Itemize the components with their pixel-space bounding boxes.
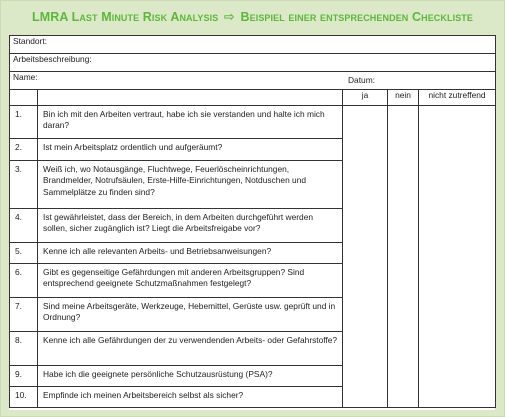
question-number: 1.	[10, 106, 38, 139]
column-header-row	[10, 90, 496, 106]
question-number: 2.	[10, 139, 38, 161]
question-text: Gibt es gegenseitige Gefährdungen mit anderen Arbeitsgruppen? Sind entsprechend geeignete Schutzmaßnahmen festgelegt?	[38, 264, 343, 298]
question-text: Weiß ich, wo Notausgänge, Fluchtwege, Feuerlöscheinrichtungen, Brandmelder, Notrufsäulen, Erste-Hilfe-Einrichtungen, Notduschen und Sammelplätze zu finden sind?	[38, 161, 343, 209]
arbeitsbeschreibung-label: Arbeitsbeschreibung:	[13, 54, 92, 64]
question-number: 9.	[10, 366, 38, 387]
answer-ja-column[interactable]	[343, 106, 388, 408]
column-nicht-zutreffend: nicht zutreffend	[419, 90, 496, 106]
question-text: Ist gewährleistet, dass der Bereich, in dem Arbeiten durchgeführt werden sollen, sicher zugänglich ist? Liegt die Arbeitsfreigabe vor?	[38, 209, 343, 243]
question-number: 10.	[10, 387, 38, 408]
question-text: Sind meine Arbeitsgeräte, Werkzeuge, Hebemittel, Gerüste usw. geprüft und in Ordnung?	[38, 298, 343, 332]
question-number: 8.	[10, 332, 38, 366]
standort-label: Standort:	[13, 36, 47, 46]
answer-nicht-zutreffend-column[interactable]	[419, 106, 496, 408]
header-blank-question	[38, 90, 343, 106]
question-text: Bin ich mit den Arbeiten vertraut, habe ich sie verstanden und halte ich mich daran?	[38, 106, 343, 139]
question-number: 3.	[10, 161, 38, 209]
column-nein: nein	[388, 90, 419, 106]
question-text: Kenne ich alle relevanten Arbeits- und Betriebsanweisungen?	[38, 243, 343, 264]
question-row	[10, 106, 496, 139]
question-number: 5.	[10, 243, 38, 264]
title-main: LMRA Last Minute Risk Analysis	[31, 10, 219, 24]
header-blank-num	[10, 90, 38, 106]
question-text: Kenne ich alle Gefährdungen der zu verwendenden Arbeits- oder Gefahrstoffe?	[38, 332, 343, 366]
question-number: 7.	[10, 298, 38, 332]
question-text: Habe ich die geeignete persönliche Schutzausrüstung (PSA)?	[38, 366, 343, 387]
question-number: 6.	[10, 264, 38, 298]
checklist-title	[0, 9, 505, 25]
standort-field[interactable]	[10, 36, 496, 54]
question-text: Empfinde ich meinen Arbeitsbereich selbst als sicher?	[38, 387, 343, 408]
column-ja: ja	[343, 90, 388, 106]
arrow-right-icon: ⇨	[223, 9, 235, 24]
name-label: Name:	[13, 72, 38, 82]
checklist-table	[9, 35, 496, 408]
title-sub: Beispiel einer entsprechenden Checkliste	[240, 10, 474, 24]
question-text: Ist mein Arbeitsplatz ordentlich und aufgeräumt?	[38, 139, 343, 161]
datum-label: Datum:	[348, 75, 375, 85]
arbeitsbeschreibung-field[interactable]	[10, 54, 496, 72]
question-number: 4.	[10, 209, 38, 243]
name-datum-row[interactable]	[10, 72, 496, 90]
answer-nein-column[interactable]	[388, 106, 419, 408]
